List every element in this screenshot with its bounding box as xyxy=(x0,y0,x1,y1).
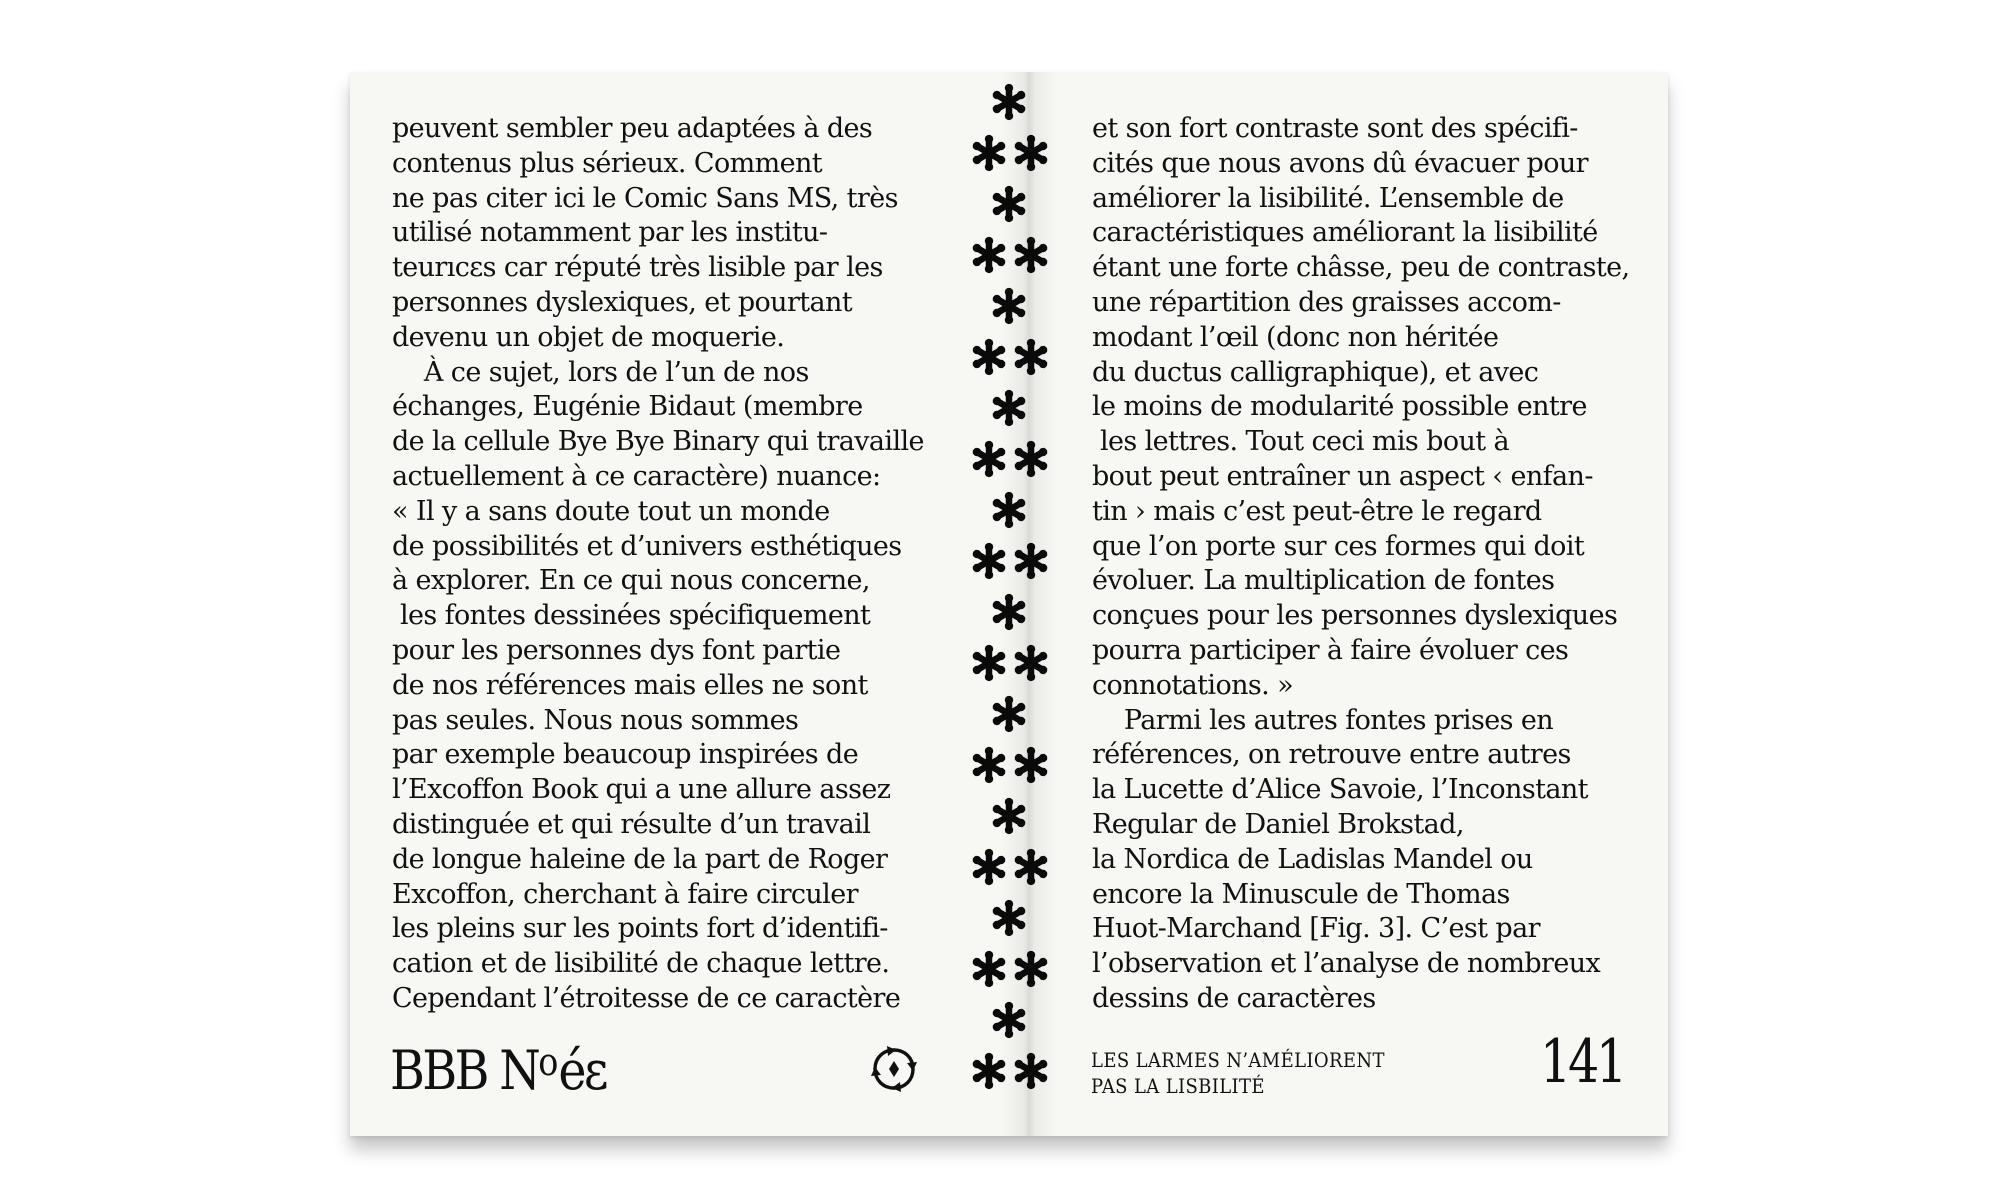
asterisk-icon xyxy=(973,441,1006,477)
text-line: par exemple beaucoup inspirées de xyxy=(392,739,859,771)
text-line: peuvent sembler peu adaptées à des xyxy=(392,113,873,144)
asterisk-icon xyxy=(993,492,1026,528)
text-line: devenu un objet de moquerie. xyxy=(392,321,785,353)
text-line: connotations. » xyxy=(1092,669,1294,701)
bye-bye-binary-logo-icon xyxy=(869,1044,919,1094)
asterisk-icon xyxy=(993,1002,1026,1038)
asterisk-icon xyxy=(1015,1053,1048,1089)
asterisk-icon xyxy=(993,390,1026,426)
asterisk-icon xyxy=(1015,645,1048,681)
text-line: contenus plus sérieux. Comment xyxy=(392,147,823,179)
text-line: encore la Minuscule de Thomas xyxy=(1092,878,1510,910)
text-line: tin › mais c’est peut-être le regard xyxy=(1092,495,1542,527)
right-page-text xyxy=(1092,112,1632,1017)
asterisk-icon xyxy=(973,339,1006,375)
asterisk-icon xyxy=(1015,135,1048,171)
text-line: Huot-Marchand [Fig. 3]. C’est par xyxy=(1092,913,1540,945)
text-line: teurıcεs car réputé très lisible par les xyxy=(392,252,883,284)
folio-title: BBB N xyxy=(390,1039,539,1102)
text-line: échanges, Eugénie Bidaut (membre xyxy=(392,391,863,423)
asterisk-icon xyxy=(993,186,1026,222)
text-line: personnes dyslexiques, et pourtant xyxy=(392,286,853,318)
text-line: Cependant l’étroitesse de ce caractère xyxy=(392,982,901,1014)
asterisk-icon xyxy=(993,798,1026,834)
text-line: pourra participer à faire évoluer ces xyxy=(1092,634,1569,666)
text-line: distinguée et qui résulte d’un travail xyxy=(392,808,871,840)
text-line: l’Excoffon Book qui a une allure assez xyxy=(392,774,891,806)
text-line: évoluer. La multiplication de fontes xyxy=(1092,565,1555,597)
text-line: étant une forte châsse, peu de contraste, xyxy=(1092,252,1630,284)
left-page-text xyxy=(392,112,952,1017)
asterisk-icon xyxy=(1015,441,1048,477)
text-line: les lettres. Tout ceci mis bout à xyxy=(1092,426,1510,458)
text-line: ne pas citer ici le Comic Sans MS, très xyxy=(392,182,898,214)
text-line: modant l’œil (donc non héritée xyxy=(1092,321,1499,353)
text-line: conçues pour les personnes dyslexiques xyxy=(1092,600,1618,632)
text-line: la Lucette d’Alice Savoie, l’Inconstant xyxy=(1092,774,1588,806)
text-line: bout peut entraîner un aspect ‹ enfan- xyxy=(1092,460,1593,492)
text-line: cités que nous avons dû évacuer pour xyxy=(1092,147,1588,179)
text-line: À ce sujet, lors de l’un de nos xyxy=(392,356,809,388)
running-head-line-2: PAS LA LISBILITÉ xyxy=(1091,1074,1265,1098)
text-line: Parmi les autres fontes prises en xyxy=(1092,704,1553,736)
text-line: dessins de caractères xyxy=(1092,982,1376,1014)
text-line: le moins de modularité possible entre xyxy=(1092,391,1587,423)
asterisk-icon xyxy=(973,237,1006,273)
text-line: améliorer la lisibilité. L’ensemble de xyxy=(1092,182,1564,214)
asterisk-icon xyxy=(993,900,1026,936)
page-number: 141 xyxy=(1540,1027,1625,1097)
text-line: une répartition des graisses accom- xyxy=(1092,286,1561,318)
text-line: références, on retrouve entre autres xyxy=(1092,739,1571,771)
text-line: utilisé notamment par les institu- xyxy=(392,217,828,249)
text-line: l’observation et l’analyse de nombreux xyxy=(1092,948,1601,980)
asterisk-spine-ornament xyxy=(946,72,1072,1136)
asterisk-icon xyxy=(973,1053,1006,1089)
asterisk-icon xyxy=(973,645,1006,681)
text-line: de la cellule Bye Bye Binary qui travaille xyxy=(392,426,924,458)
text-line: de longue haleine de la part de Roger xyxy=(392,843,888,875)
text-line: actuellement à ce caractère) nuance: xyxy=(392,460,881,492)
asterisk-icon xyxy=(1015,339,1048,375)
magazine-folio xyxy=(390,1032,606,1101)
asterisk-icon xyxy=(973,747,1006,783)
asterisk-icon xyxy=(1015,951,1048,987)
text-line: du ductus calligraphique), et avec xyxy=(1092,356,1539,388)
asterisk-icon xyxy=(973,951,1006,987)
text-line: de nos références mais elles ne sont xyxy=(392,669,868,701)
asterisk-icon xyxy=(1015,237,1048,273)
asterisk-column xyxy=(946,72,1072,1136)
asterisk-icon xyxy=(1015,543,1048,579)
text-line: et son fort contraste sont des spécifi- xyxy=(1092,113,1578,144)
text-line: les fontes dessinées spécifiquement xyxy=(392,600,871,632)
running-head-line-1: LES LARMES N’AMÉLIORENT xyxy=(1091,1048,1385,1072)
text-line: pas seules. Nous nous sommes xyxy=(392,704,799,736)
text-line: « Il y a sans doute tout un monde xyxy=(392,495,830,527)
text-line: Excoffon, cherchant à faire circuler xyxy=(392,878,858,910)
text-line: cation et de lisibilité de chaque lettre. xyxy=(392,948,890,980)
asterisk-icon xyxy=(973,135,1006,171)
folio-number-sign: o xyxy=(538,1040,559,1084)
asterisk-icon xyxy=(993,84,1026,120)
text-line: les pleins sur les points fort d’identifi- xyxy=(392,913,888,945)
asterisk-icon xyxy=(1015,849,1048,885)
text-line: pour les personnes dys font partie xyxy=(392,634,841,666)
text-line: Regular de Daniel Brokstad, xyxy=(1092,808,1464,840)
text-line: la Nordica de Ladislas Mandel ou xyxy=(1092,843,1533,875)
text-line: à explorer. En ce qui nous concerne, xyxy=(392,565,870,597)
asterisk-icon xyxy=(973,849,1006,885)
text-line: caractéristiques améliorant la lisibilité xyxy=(1092,217,1598,249)
running-head xyxy=(1091,1047,1385,1099)
asterisk-icon xyxy=(993,288,1026,324)
book-spread xyxy=(350,72,1668,1136)
folio-issue: éε xyxy=(558,1039,606,1102)
asterisk-icon xyxy=(1015,747,1048,783)
text-line: que l’on porte sur ces formes qui doit xyxy=(1092,530,1585,562)
asterisk-icon xyxy=(973,543,1006,579)
text-line: de possibilités et d’univers esthétiques xyxy=(392,530,902,562)
asterisk-icon xyxy=(993,594,1026,630)
asterisk-icon xyxy=(993,696,1026,732)
